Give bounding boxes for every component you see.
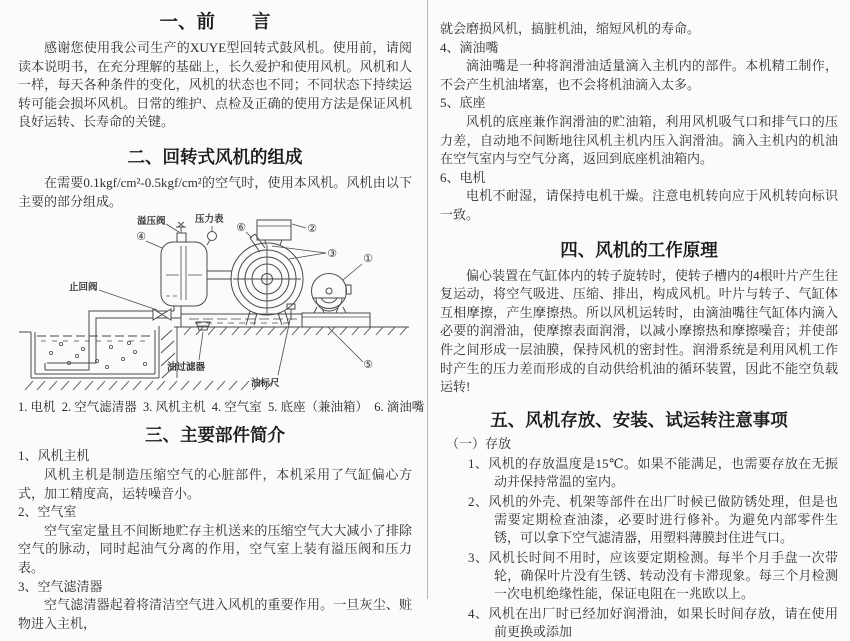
callout-5: ⑤ (363, 359, 373, 372)
composition-paragraph: 在需要0.1kgf/cm²-0.5kgf/cm²的空气时，使用本风机。风机由以下主要的部分组成。 (18, 174, 412, 209)
part-description: 风机主机是制造压缩空气的心脏部件，本机采用了气缸偏心方式，加工精度高，运转噪音小。 (18, 466, 412, 501)
relief-valve-label: 溢压阀 (137, 216, 166, 228)
callout-1: ① (363, 253, 373, 266)
left-column (18, 0, 425, 633)
callout-3: ③ (327, 248, 337, 261)
tank-to-fan-pipe (207, 271, 232, 279)
part-heading: 3、空气滤清器 (18, 578, 103, 594)
air-chamber (161, 242, 207, 306)
callout-2: ② (307, 223, 317, 236)
ground-right (174, 327, 409, 335)
callout-6: ⑥ (236, 222, 246, 235)
oil-filter-label: 油过滤器 (167, 362, 206, 374)
fan-main-body (231, 243, 303, 325)
part-heading: 4、滴油嘴 (440, 39, 499, 55)
part-heading: 1、风机主机 (18, 448, 90, 464)
part-description: 风机的底座兼作润滑油的贮油箱，利用风机吸气口和排气口的压力差，自动地不间断地往风机主机内压入润滑油。滴入主机内的机油在空气室内与空气分离，返回到底座机油箱内。 (440, 113, 838, 167)
air-bubbles (49, 342, 146, 369)
part-description: 滴油嘴是一种将润滑油适量滴入主机内的部件。本机精工制作，不会产生机油堵塞，也不会将机油滴入太多。 (440, 58, 838, 92)
fan-assembly-diagram (18, 212, 412, 398)
section1-title: 一、前 言 (159, 11, 271, 32)
storage-note: 4、风机在出厂时已经加好润滑油，如果长时间存放，请在使用前更换或添加 (468, 606, 838, 640)
section4-title: 四、风机的工作原理 (560, 239, 718, 260)
storage-subheading: （一）存放 (446, 435, 512, 451)
oil-dipstick-label: 油标尺 (251, 378, 280, 390)
fan-assembly-diagram-svg (19, 212, 411, 392)
part-heading: 5、底座 (440, 95, 486, 111)
preface-paragraph: 感谢您使用我公司生产的XUYE型回转式鼓风机。使用前，请阅读本说明书，在充分理解的基础上，长久爱护和使用风机。风机和人一样，每天各种条件的变化，风机的状态也不同；不同状态下持续运转可能会损坏风机。日常的维护、点检及正确的使用方法是保证风机良好运转、长寿命的关键。 (18, 40, 412, 130)
page-divider (427, 0, 428, 599)
base-oil-tank (302, 313, 370, 327)
storage-note: 1、风机的存放温度是15℃。如果不能满足，也需要存放在无振动并保持常温的室内。 (468, 456, 838, 490)
part-description: 电机不耐湿，请保持电机干燥。注意电机转向应于风机转向标识一致。 (440, 188, 838, 222)
part-heading: 6、电机 (440, 169, 486, 185)
air-filter (257, 220, 291, 245)
part-heading: 2、空气室 (18, 504, 77, 520)
right-column (440, 0, 838, 641)
section5-title: 五、风机存放、安装、试运转注意事项 (490, 409, 788, 430)
pressure-gauge-label: 压力表 (195, 214, 224, 226)
working-principle-paragraph: 偏心装置在气缸体内的转子旋转时，使转子槽内的4根叶片产生往复运动，将空气吸进、压缩、排出，构成风机。叶片与转子、气缸体互相摩擦，产生摩擦热。所以风机运转时，由滴油嘴往气缸体内滴入必要的润滑油，使摩擦表面润滑，以减小摩擦热和摩擦噪音；并使部件之间形成一层油膜，保持风机的密封性。润滑系统是利用风机工作时产生的压力差而形成的自动供给机油的循环装置，因此不能空负载运转! (440, 267, 838, 395)
continuation-paragraph: 就会磨损风机，搞脏机油，缩短风机的寿命。 (440, 21, 701, 36)
relief-valve (176, 222, 186, 242)
diagram-lines (19, 220, 409, 390)
motor (312, 274, 352, 314)
part-description: 空气室定量且不间断地贮存主机送来的压缩空气大大减小了排除空气的脉动，同时起油气分离的作用，空气室上装有溢压阀和压力表。 (18, 522, 412, 575)
main-parts-list (18, 447, 412, 633)
storage-note: 3、风机长时间不用时，应该要定期检测。每半个月手盘一次带轮，确保叶片没有生锈、转动没有卡滞现象。每三个月检测一次电机绝缘性能，保证电阻在一兆欧以上。 (468, 550, 838, 602)
storage-notes-list (440, 455, 838, 641)
part-description: 空气滤清器起着将清洁空气进入风机的重要作用。一旦灰尘、赃物进入主机， (18, 597, 412, 631)
section3-title: 三、主要部件简介 (145, 425, 285, 446)
main-parts-list-continued (440, 39, 838, 225)
section2-title: 二、回转式风机的组成 (127, 146, 303, 167)
callout-4: ④ (136, 231, 146, 244)
pressure-gauge-icon (207, 232, 217, 246)
storage-note: 2、风机的外壳、机架等部件在出厂时候已做防锈处理，但是也需要定期检查油漆，必要时进行修补。为避免内部零件生锈，可以拿下空气滤清器，用塑料薄膜封住进气口。 (468, 494, 838, 546)
check-valve-label: 止回阀 (69, 282, 98, 294)
ground-bottom (25, 381, 273, 390)
oil-sump (181, 314, 302, 327)
leader-lines (99, 224, 363, 375)
diagram-caption: 1. 电机 2. 空气滤清器 3. 风机主机 4. 空气室 5. 底座（兼油箱） 6. 滴油嘴 (18, 399, 425, 414)
water-pit (19, 326, 177, 378)
